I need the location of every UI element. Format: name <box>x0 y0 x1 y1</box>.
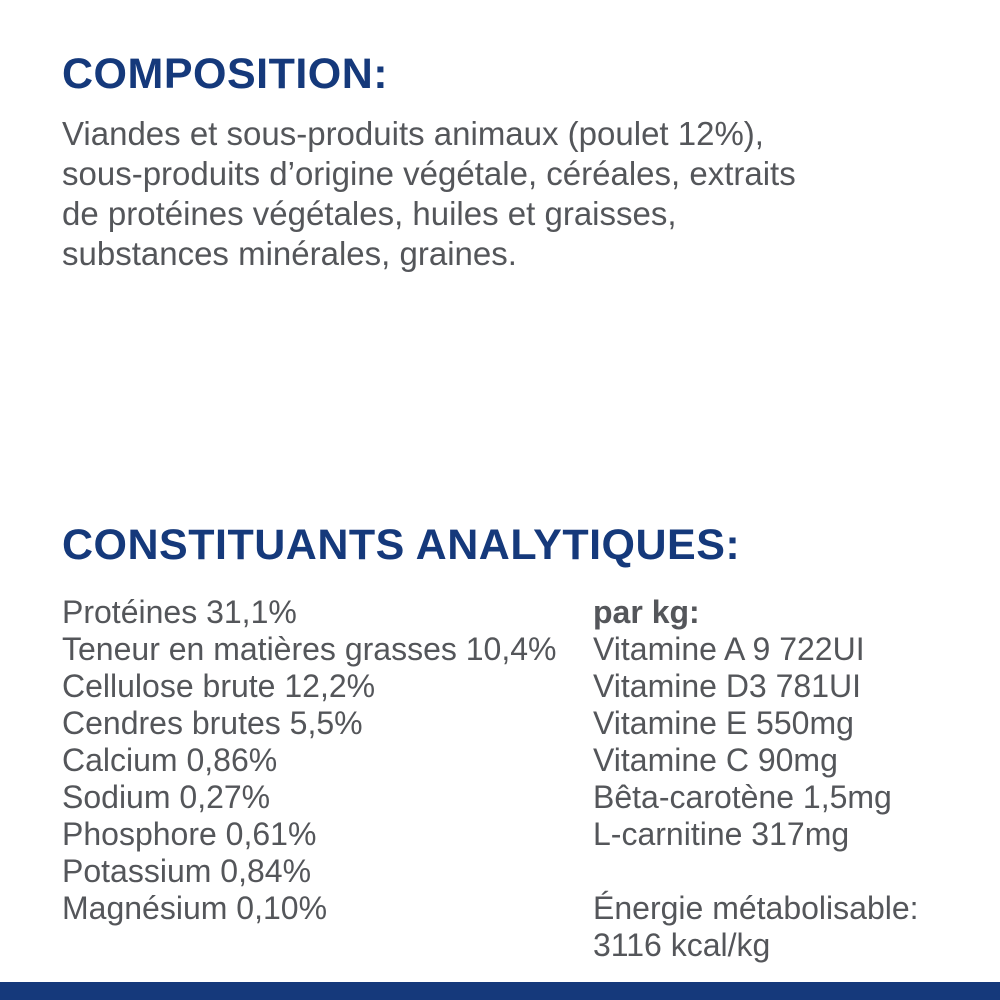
constituent-row: Cendres brutes 5,5% <box>62 705 363 741</box>
constituent-row: Teneur en matières grasses 10,4% <box>62 631 557 667</box>
composition-body-line: de protéines végétales, huiles et graisses, <box>62 195 677 232</box>
energy-label: Énergie métabolisable: <box>593 890 919 926</box>
analytical-left-column <box>62 594 556 927</box>
column-spacer <box>593 853 919 890</box>
analytical-right-column <box>593 594 919 964</box>
composition-body-line: Viandes et sous-produits animaux (poulet 12%), <box>62 115 764 152</box>
constituent-row: Sodium 0,27% <box>62 779 271 815</box>
vitamin-row: L-carnitine 317mg <box>593 816 850 852</box>
vitamin-row: Vitamine C 90mg <box>593 742 838 778</box>
constituent-row: Cellulose brute 12,2% <box>62 668 376 704</box>
constituent-row: Protéines 31,1% <box>62 594 297 630</box>
footer-accent-bar <box>0 982 1000 1000</box>
vitamin-row: Vitamine A 9 722UI <box>593 631 865 667</box>
composition-heading: COMPOSITION: <box>62 50 389 98</box>
composition-body-line: sous-produits d’origine végétale, céréales, extraits <box>62 155 796 192</box>
constituent-row: Potassium 0,84% <box>62 853 312 889</box>
composition-body <box>62 114 962 274</box>
vitamin-row: Vitamine D3 781UI <box>593 668 861 704</box>
composition-body-line: substances minérales, graines. <box>62 235 517 272</box>
analytical-constituents-heading: CONSTITUANTS ANALYTIQUES: <box>62 521 741 569</box>
constituent-row: Magnésium 0,10% <box>62 890 328 926</box>
energy-value: 3116 kcal/kg <box>593 927 771 963</box>
vitamin-row: Vitamine E 550mg <box>593 705 854 741</box>
vitamin-row: Bêta-carotène 1,5mg <box>593 779 892 815</box>
constituent-row: Calcium 0,86% <box>62 742 278 778</box>
constituent-row: Phosphore 0,61% <box>62 816 317 852</box>
per-kg-label: par kg: <box>593 594 700 630</box>
